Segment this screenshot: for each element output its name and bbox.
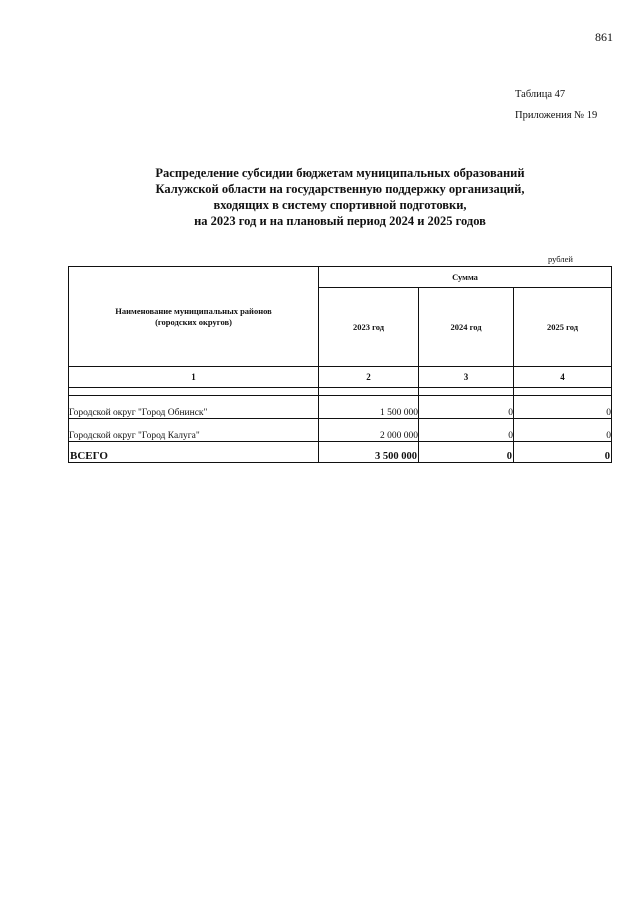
year-header-2023: 2023 год [319, 288, 419, 367]
name-header-line: Наименование муниципальных районов [115, 305, 272, 316]
appendix-reference: Приложения № 19 [515, 110, 598, 121]
total-label: ВСЕГО [69, 442, 319, 463]
name-column-header [69, 267, 319, 367]
sum-header: Сумма [319, 267, 612, 288]
total-row [69, 442, 612, 463]
value-2023: 2 000 000 [319, 419, 419, 442]
column-number: 3 [419, 367, 514, 388]
units-label: рублей [548, 254, 573, 264]
total-2024: 0 [419, 442, 514, 463]
spacer-row [69, 388, 612, 396]
table-row [69, 419, 612, 442]
column-number: 1 [69, 367, 319, 388]
table-row [69, 396, 612, 419]
table-reference: Таблица 47 [515, 89, 566, 100]
value-2024: 0 [419, 419, 514, 442]
value-2025: 0 [514, 419, 612, 442]
subsidy-table [68, 266, 612, 463]
municipality-name: Городской округ "Город Обнинск" [69, 396, 319, 419]
title-line: входящих в систему спортивной подготовки, [213, 198, 467, 212]
spacer-cell [419, 388, 514, 396]
spacer-cell [319, 388, 419, 396]
value-2025: 0 [514, 396, 612, 419]
page-number: 861 [595, 30, 613, 44]
spacer-cell [514, 388, 612, 396]
title-line: Распределение субсидии бюджетам муниципальных образований [155, 166, 525, 180]
document-title [70, 165, 610, 229]
column-number: 2 [319, 367, 419, 388]
value-2024: 0 [419, 396, 514, 419]
total-2023: 3 500 000 [319, 442, 419, 463]
value-2023: 1 500 000 [319, 396, 419, 419]
spacer-cell [69, 388, 319, 396]
title-line: на 2023 год и на плановый период 2024 и 2025 годов [194, 214, 486, 228]
municipality-name: Городской округ "Город Калуга" [69, 419, 319, 442]
year-header-2025: 2025 год [514, 288, 612, 367]
title-line: Калужской области на государственную поддержку организаций, [155, 182, 525, 196]
name-header-line: (городских округов) [155, 316, 232, 327]
year-header-2024: 2024 год [419, 288, 514, 367]
column-number: 4 [514, 367, 612, 388]
total-2025: 0 [514, 442, 612, 463]
